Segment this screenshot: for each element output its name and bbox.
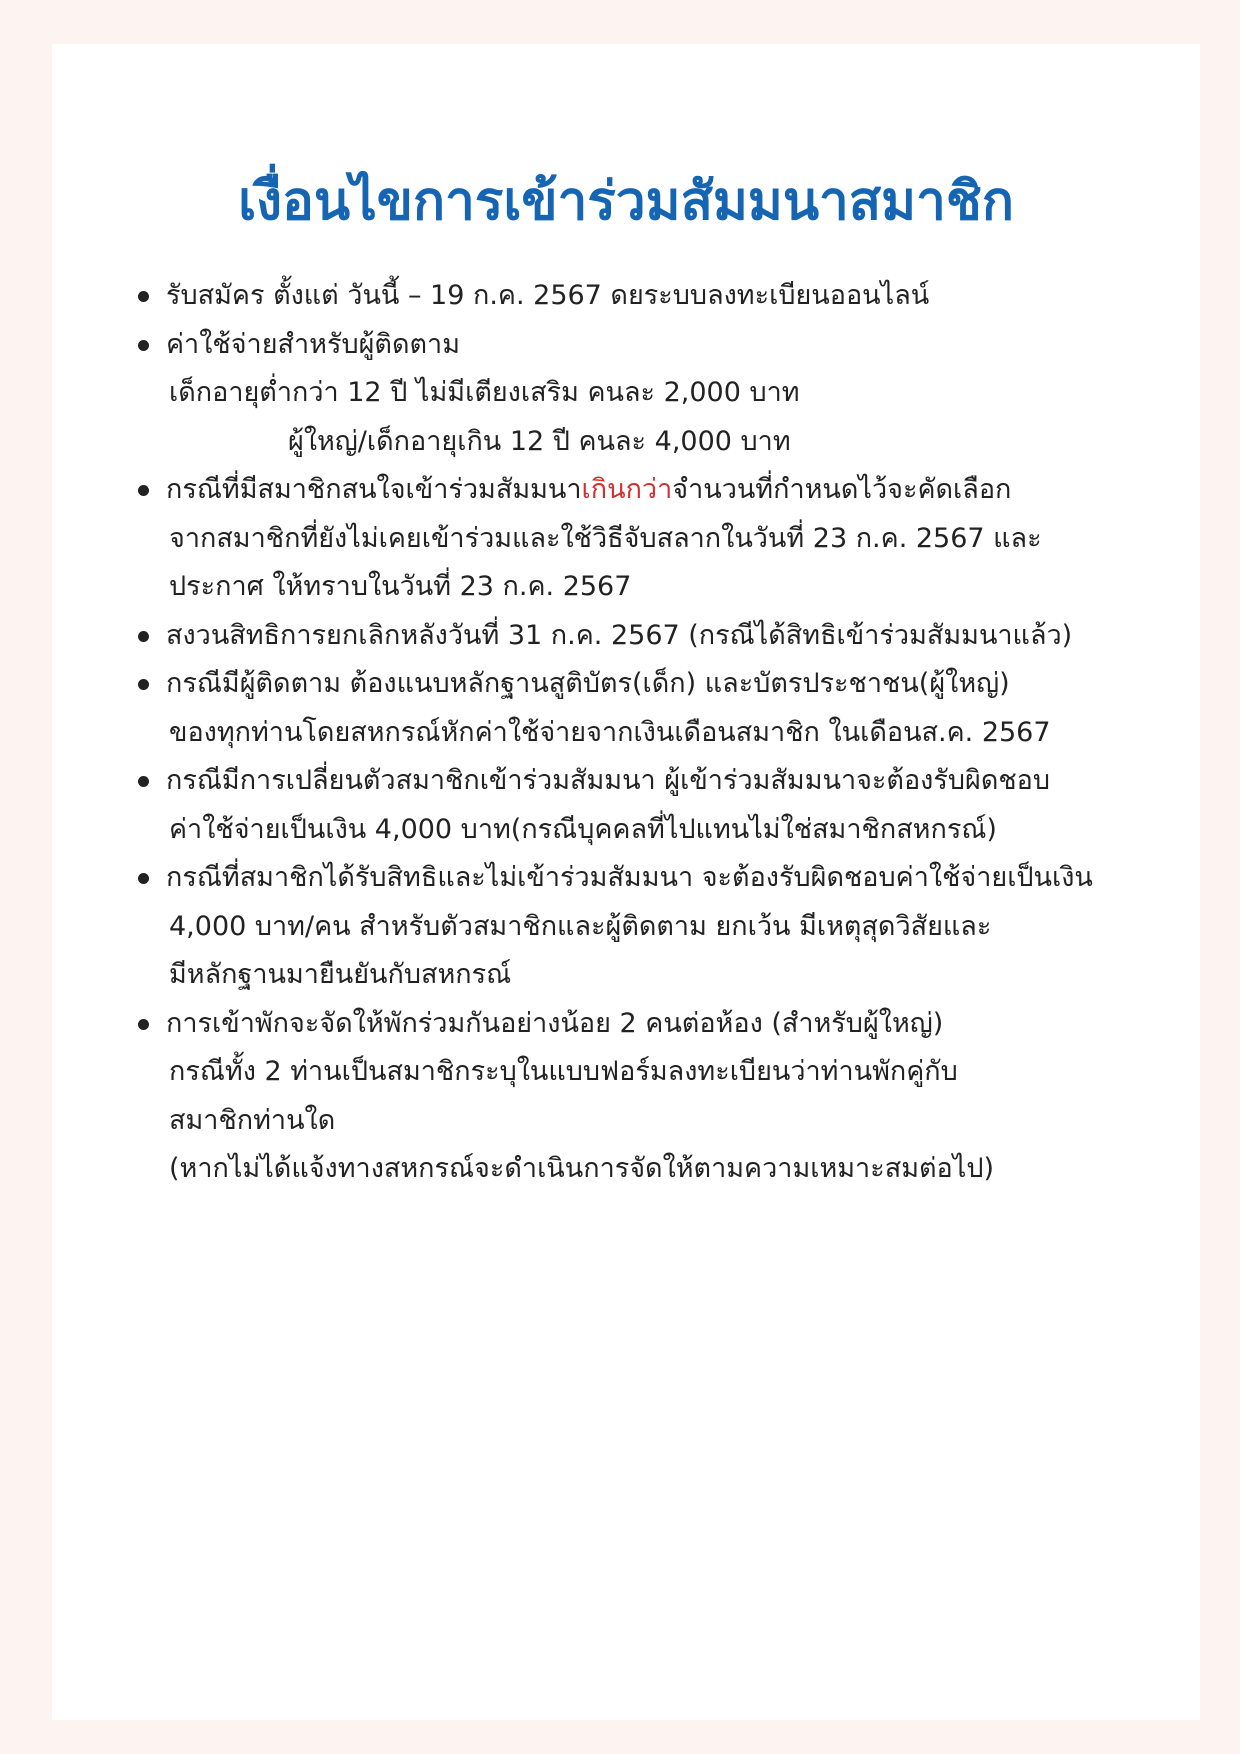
condition-companion-documents: [136, 660, 1196, 757]
condition-text: ค่าใช้จ่ายสำหรับผู้ติดตาม: [166, 328, 460, 360]
child-fee-text: เด็กอายุต่ำกว่า 12 ปี ไม่มีเตียงเสริม คนละ 2,000 บาท: [169, 377, 800, 408]
adult-fee-text: ผู้ใหญ่/เด็กอายุเกิน 12 ปี คนละ 4,000 บาท: [288, 425, 791, 457]
condition-text-continued: มีหลักฐานมายืนยันกับสหกรณ์: [169, 959, 512, 990]
condition-text-continued: ประกาศ ให้ทราบในวันที่ 23 ก.ค. 2567: [169, 571, 632, 602]
condition-text-continued: 4,000 บาท/คน สำหรับตัวสมาชิกและผู้ติดตาม ยกเว้น มีเหตุสุดวิสัยและ: [169, 910, 992, 942]
condition-text-continued: กรณีทั้ง 2 ท่านเป็นสมาชิกระบุในแบบฟอร์มลงทะเบียนว่าท่านพักคู่กับ: [169, 1056, 958, 1087]
bullet-icon: [138, 485, 149, 496]
condition-text-continued: สมาชิกท่านใด: [169, 1104, 336, 1136]
condition-cancellation: [136, 612, 1196, 661]
condition-text-continued: (หากไม่ได้แจ้งทางสหกรณ์จะดำเนินการจัดให้ตามความเหมาะสมต่อไป): [169, 1153, 995, 1184]
condition-text-continued: จากสมาชิกที่ยังไม่เคยเข้าร่วมและใช้วิธีจับสลากในวันที่ 23 ก.ค. 2567 และ: [169, 522, 1042, 554]
bullet-icon: [138, 873, 149, 884]
condition-text-part: จำนวนที่กำหนดไว้จะคัดเลือก: [672, 474, 1012, 505]
condition-text: การเข้าพักจะจัดให้พักร่วมกันอย่างน้อย 2 คนต่อห้อง (สำหรับผู้ใหญ่): [166, 1007, 944, 1039]
bullet-icon: [138, 679, 149, 690]
conditions-list: [136, 272, 1196, 1194]
condition-text: กรณีมีการเปลี่ยนตัวสมาชิกเข้าร่วมสัมมนา ผู้เข้าร่วมสัมมนาจะต้องรับผิดชอบ: [166, 765, 1051, 796]
page-title: เงื่อนไขการเข้าร่วมสัมมนาสมาชิก: [238, 171, 1014, 232]
condition-text-part: กรณีที่มีสมาชิกสนใจเข้าร่วมสัมมนา: [166, 474, 582, 505]
condition-no-show-penalty: [136, 854, 1196, 1000]
condition-text: สงวนสิทธิการยกเลิกหลังวันที่ 31 ก.ค. 2567 (กรณีได้สิทธิเข้าร่วมสัมมนาแล้ว): [166, 619, 1073, 651]
condition-member-substitution: [136, 757, 1196, 854]
condition-companion-fees: [136, 321, 1196, 467]
bullet-icon: [138, 631, 149, 642]
condition-text: [166, 466, 1196, 515]
condition-text: กรณีที่สมาชิกได้รับสิทธิและไม่เข้าร่วมสัมมนา จะต้องรับผิดชอบค่าใช้จ่ายเป็นเงิน: [166, 862, 1093, 893]
condition-selection-lottery: [136, 466, 1196, 612]
highlighted-text: เกินกว่า: [581, 474, 673, 505]
bullet-icon: [138, 1019, 149, 1030]
condition-registration-period: [136, 272, 1196, 321]
bullet-icon: [138, 340, 149, 351]
condition-text-continued: ค่าใช้จ่ายเป็นเงิน 4,000 บาท(กรณีบุคคลที่ไปแทนไม่ใช่สมาชิกสหกรณ์): [169, 813, 997, 845]
bullet-icon: [138, 291, 149, 302]
condition-text-continued: ของทุกท่านโดยสหกรณ์หักค่าใช้จ่ายจากเงินเดือนสมาชิก ในเดือนส.ค. 2567: [169, 716, 1051, 748]
condition-text: กรณีมีผู้ติดตาม ต้องแนบหลักฐานสูติบัตร(เด็ก) และบัตรประชาชน(ผู้ใหญ่): [166, 668, 1010, 699]
bullet-icon: [138, 776, 149, 787]
document-sheet: [52, 44, 1200, 1720]
condition-text: รับสมัคร ตั้งแต่ วันนี้ – 19 ก.ค. 2567 ดยระบบลงทะเบียนออนไลน์: [166, 280, 930, 311]
condition-room-sharing: [136, 1000, 1196, 1194]
